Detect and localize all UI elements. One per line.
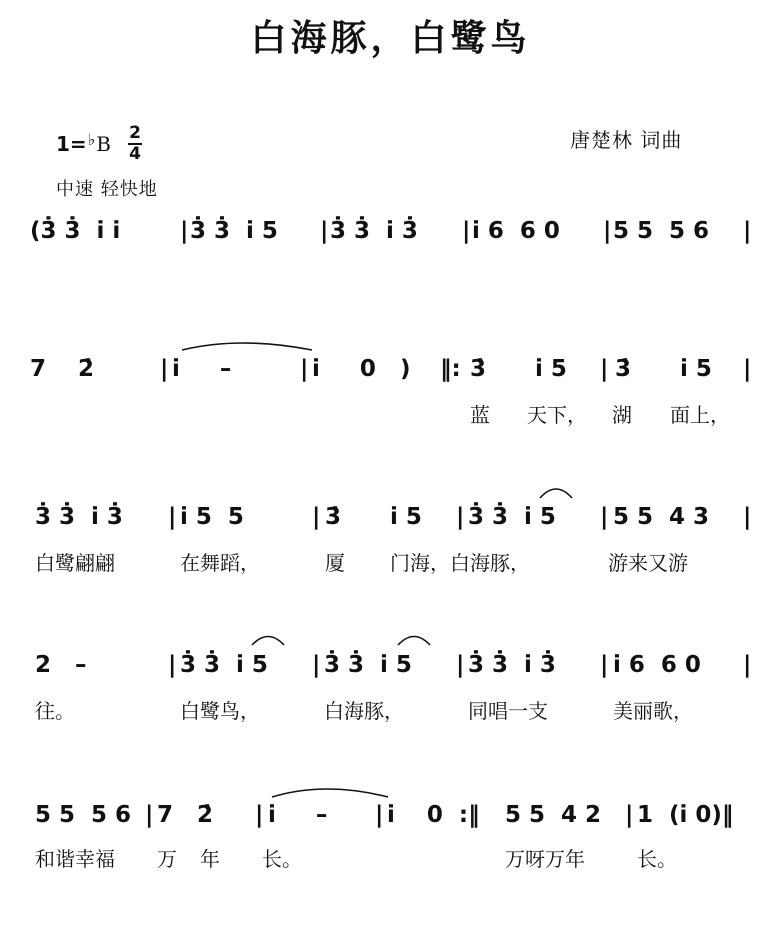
- slur-arc: [398, 637, 430, 646]
- time-signature: [128, 124, 142, 164]
- tie-arc: [272, 789, 388, 797]
- lyric-text: 长。: [637, 847, 677, 871]
- notation-row: [0, 502, 781, 542]
- lyric-text: 白鹭翩翩: [35, 551, 115, 575]
- author-credit: 唐楚林 词曲: [570, 128, 683, 152]
- note-group: (3̇ 3̇ i̇ i̇: [30, 218, 121, 244]
- notation-row: [0, 354, 781, 394]
- note-group: 3̇ 3̇ i̇ 5: [324, 652, 412, 678]
- note-group: 5 5 5 6: [35, 802, 132, 828]
- bar-line: |: [180, 218, 189, 244]
- bar-line: |: [600, 356, 609, 382]
- note-group: i̇ 6 6 0: [613, 652, 701, 678]
- bar-line: |: [145, 802, 154, 828]
- note-group: 5 5 4 2: [505, 802, 602, 828]
- key-signature: [56, 130, 111, 156]
- bar-line: |: [456, 504, 465, 530]
- bar-line: |: [375, 802, 384, 828]
- bar-line: |: [600, 652, 609, 678]
- bar-line: |: [312, 652, 321, 678]
- note-group: i̇ 5: [390, 504, 422, 530]
- lyric-text: 美丽歌，: [613, 699, 693, 723]
- note-group: 3̇ 3̇ i̇ 3̇: [468, 652, 556, 678]
- note-group: 3̇ 3̇ i̇ 5: [180, 652, 268, 678]
- lyrics-row: [0, 698, 781, 728]
- bar-line: |: [320, 218, 329, 244]
- bar-line: |: [168, 652, 177, 678]
- bar-line: |: [255, 802, 264, 828]
- bar-line: |: [300, 356, 309, 382]
- notation-row: [0, 650, 781, 690]
- note-group: 7 2̇: [30, 356, 95, 382]
- note-group: 3̇ 3̇ i̇ 3̇: [330, 218, 418, 244]
- lyric-text: 游来又游: [608, 551, 688, 575]
- bar-line: |: [743, 356, 752, 382]
- lyric-text: 同唱一支: [468, 699, 548, 723]
- note-group: 5 5 4 3: [613, 504, 710, 530]
- note-group: 3̇: [325, 504, 342, 530]
- lyric-text: 万呀万年: [505, 847, 585, 871]
- tie-arc: [182, 343, 312, 350]
- lyric-text: 万: [157, 847, 177, 871]
- note-group: 2 –: [35, 652, 87, 678]
- slur-arc: [252, 637, 284, 646]
- bar-line: |: [603, 218, 612, 244]
- time-signature-top: 2: [129, 123, 141, 143]
- note-group: 7 2̇: [157, 802, 214, 828]
- lyric-text: 白海豚，: [324, 699, 404, 723]
- note-group: i̇ 6 6 0: [472, 218, 560, 244]
- lyric-text: 在舞蹈，: [180, 551, 260, 575]
- note-group: i̇ 5: [680, 356, 712, 382]
- note-group: 3̇: [615, 356, 632, 382]
- lyrics-row: [0, 550, 781, 580]
- bar-line: |: [600, 504, 609, 530]
- bar-line: |: [168, 504, 177, 530]
- bar-line: |: [743, 218, 752, 244]
- note-group: i̇ 5: [535, 356, 567, 382]
- bar-line: |: [456, 652, 465, 678]
- bar-line: |: [160, 356, 169, 382]
- note-group: 3̇: [470, 356, 487, 382]
- slur-arc: [540, 489, 572, 498]
- note-group: 3̇ 3̇ i̇ 5: [468, 504, 556, 530]
- bar-line: |: [312, 504, 321, 530]
- lyric-text: 蓝: [470, 403, 490, 427]
- note-group: 1 (i̇ 0)‖: [637, 802, 734, 828]
- bar-line: |: [743, 504, 752, 530]
- key-prefix: 1=: [56, 132, 87, 156]
- bar-line: |: [462, 218, 471, 244]
- lyric-text: 湖: [612, 403, 632, 427]
- time-signature-bottom: 4: [129, 144, 141, 164]
- note-group: 5 5 5 6: [613, 218, 710, 244]
- lyric-text: 天下，: [527, 403, 587, 427]
- tempo-marking: 中速 轻快地: [56, 179, 158, 200]
- lyric-text: 年: [200, 847, 220, 871]
- song-title: 白海豚，白鹭鸟: [250, 18, 531, 59]
- note-group: i̇ –: [268, 802, 328, 828]
- notation-row: [0, 216, 781, 256]
- lyrics-row: [0, 402, 781, 432]
- lyric-text: 长。: [262, 847, 302, 871]
- note-group: 3̇ 3̇ i̇ 5: [190, 218, 278, 244]
- lyrics-row: [0, 846, 781, 876]
- bar-line: |: [625, 802, 634, 828]
- note-group: ‖:: [440, 356, 461, 382]
- lyric-text: 厦: [325, 551, 345, 575]
- note-group: i̇ 5 5: [180, 504, 244, 530]
- lyric-text: 白鹭鸟，: [180, 699, 260, 723]
- note-group: i̇ 0 ): [312, 356, 411, 382]
- lyric-text: 门海，白海豚，: [390, 551, 530, 575]
- notation-row: [0, 800, 781, 840]
- note-group: i̇ –: [172, 356, 232, 382]
- lyric-text: 往。: [35, 699, 75, 723]
- key-note: B: [96, 132, 111, 156]
- note-group: 3̇ 3̇ i̇ 3̇: [35, 504, 123, 530]
- bar-line: |: [743, 652, 752, 678]
- lyric-text: 和谐幸福: [35, 847, 115, 871]
- note-group: i̇ 0 :‖: [387, 802, 480, 828]
- lyric-text: 面上，: [670, 403, 730, 427]
- flat-sign: ♭: [87, 130, 96, 149]
